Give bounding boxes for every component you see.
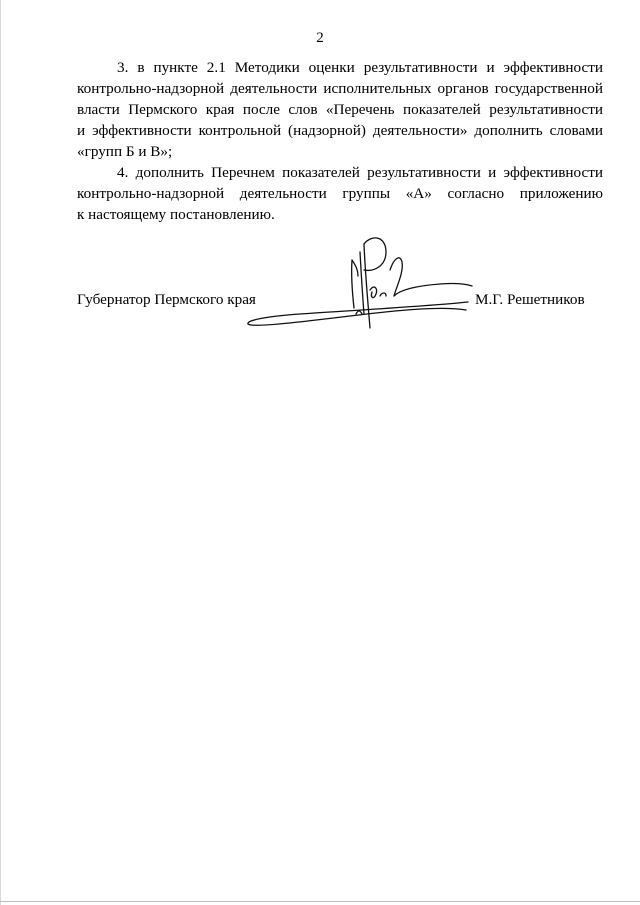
handwritten-signature [240,230,480,340]
text-line: 3. в пункте 2.1 Методики оценки результативности и эффективности [117,59,603,76]
document-body [77,57,603,225]
text-line: к настоящему постановлению. [77,206,275,223]
text-line: и эффективности контрольной (надзорной) деятельности» дополнить словами [77,122,603,139]
page-number: 2 [316,30,324,46]
signatory-name: М.Г. Решетников [475,291,585,308]
text-line: контрольно-надзорной деятельности группы «А» согласно приложению [77,185,603,202]
scan-bottom-edge [0,901,640,902]
paragraph-item-4 [77,162,603,225]
text-line: «групп Б и В»; [77,143,173,160]
scan-left-edge [0,0,1,905]
paragraph-item-3 [77,57,603,162]
text-line: 4. дополнить Перечнем показателей результативности и эффективности [117,164,603,181]
signatory-position: Губернатор Пермского края [77,291,256,308]
text-line: контрольно-надзорной деятельности исполнительных органов государственной [77,80,603,97]
text-line: власти Пермского края после слов «Перечень показателей результативности [77,101,603,118]
